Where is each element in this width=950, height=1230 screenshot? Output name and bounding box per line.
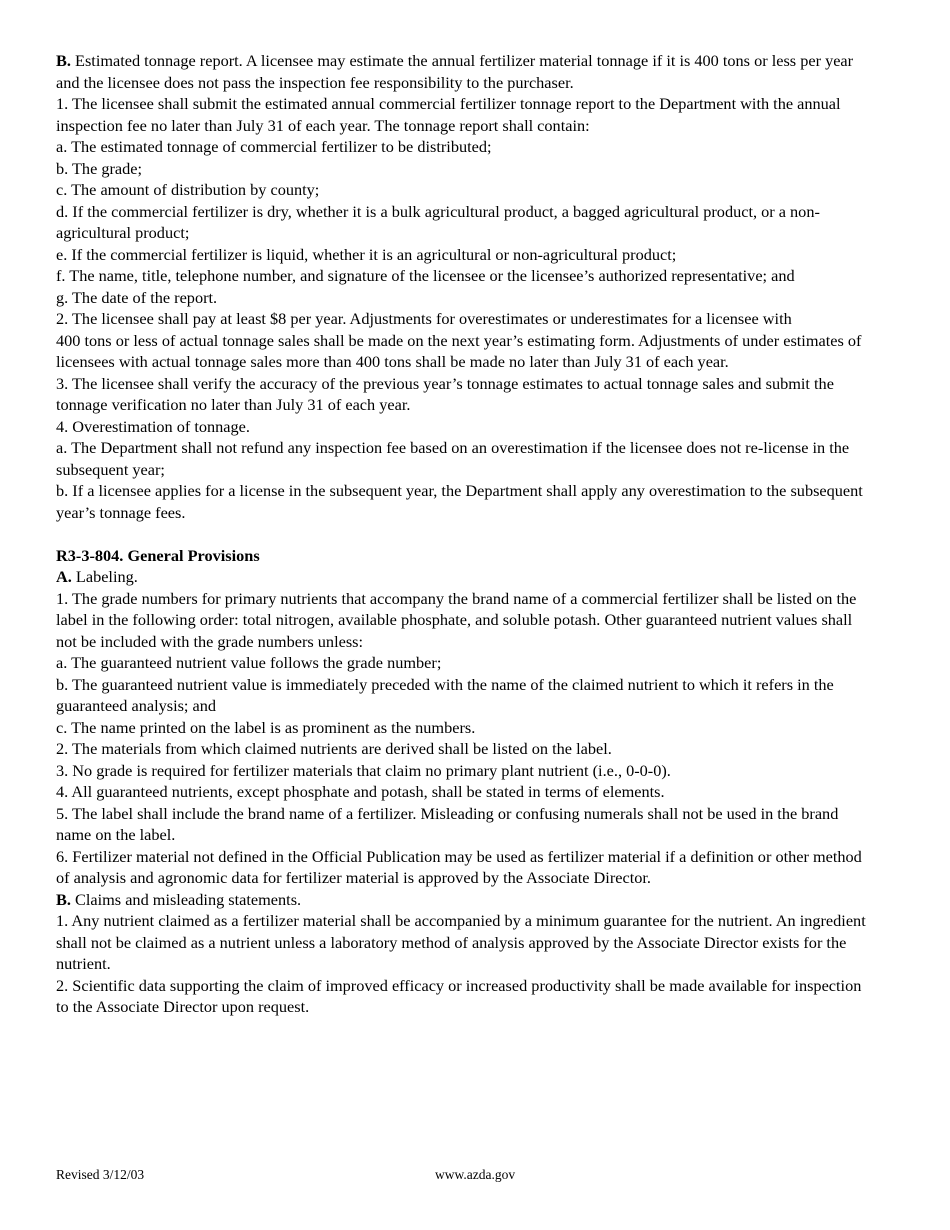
paragraph: b. The grade;	[56, 158, 143, 178]
paragraph: 400 tons or less of actual tonnage sales shall be made on the next year’s estimating form. Adjustments of under estimates of licensees with actual tonnage sales more than 400 tons shall be made no later than July 31 of each year.	[56, 330, 862, 371]
section-heading: R3-3-804. General Provisions	[56, 545, 260, 565]
paragraph: c. The amount of distribution by county;	[56, 180, 320, 199]
paragraph: 3. No grade is required for fertilizer materials that claim no primary plant nutrient (i.e., 0-0-0).	[56, 760, 671, 780]
paragraph: 5. The label shall include the brand name of a fertilizer. Misleading or confusing numerals shall not be used in the brand name on the label.	[56, 803, 839, 844]
subsection-b-label: B.	[56, 889, 71, 909]
paragraph: d. If the commercial fertilizer is dry, whether it is a bulk agricultural product, a bagged agricultural product, or a non-agricultural product;	[56, 201, 820, 242]
paragraph: f. The name, title, telephone number, and signature of the licensee or the licensee’s authorized representative; and	[56, 266, 795, 285]
paragraph: 1. The grade numbers for primary nutrients that accompany the brand name of a commercial fertilizer shall be listed on the label in the following order: total nitrogen, available phosphate, and soluble potash. Other guaranteed nutrient values shall not be included with the grade numbers unless:	[56, 588, 857, 651]
subsection-a-label: A.	[56, 567, 72, 586]
paragraph: 3. The licensee shall verify the accuracy of the previous year’s tonnage estimates to actual tonnage sales and submit the tonnage verification no later than July 31 of each year.	[56, 373, 834, 414]
paragraph: a. The estimated tonnage of commercial fertilizer to be distributed;	[56, 137, 492, 156]
paragraph: 4. All guaranteed nutrients, except phosphate and potash, shall be stated in terms of elements.	[56, 782, 665, 801]
paragraph: 1. Any nutrient claimed as a fertilizer material shall be accompanied by a minimum guarantee for the nutrient. An ingredient shall not be claimed as a nutrient unless a laboratory method of analysis approved by the Associate Director exists for the nutrient.	[56, 911, 866, 973]
website-link[interactable]: www.azda.gov	[435, 1167, 516, 1182]
subsection-a-title: A. Labeling.	[56, 567, 138, 586]
paragraph: 2. Scientific data supporting the claim of improved efficacy or increased productivity shall be made available for inspection to the Associate Director upon request.	[56, 975, 862, 1016]
paragraph: 2. The materials from which claimed nutrients are derived shall be listed on the label.	[56, 739, 612, 758]
paragraph: e. If the commercial fertilizer is liquid, whether it is an agricultural or non-agricultural product;	[56, 244, 677, 264]
section-spacer	[56, 523, 874, 545]
section-b-title: B. Estimated tonnage report. A licensee may estimate the annual fertilizer material tonnage if it is 400 tons or less per year and the licensee does not pass the inspection fee responsibility to the purchaser.	[56, 51, 854, 92]
paragraph: b. The guaranteed nutrient value is immediately preceded with the name of the claimed nutrient to which it refers in the guaranteed analysis; and	[56, 674, 834, 715]
paragraph: 2. The licensee shall pay at least $8 per year. Adjustments for overestimates or underestimates for a licensee with	[56, 309, 792, 328]
revision-date: Revised 3/12/03	[56, 1167, 145, 1182]
paragraph: 1. The licensee shall submit the estimated annual commercial fertilizer tonnage report to the Department with the annual inspection fee no later than July 31 of each year. The tonnage report shall contain:	[56, 94, 841, 135]
paragraph: a. The guaranteed nutrient value follows the grade number;	[56, 653, 442, 672]
subsection-b-title: B. Claims and misleading statements.	[56, 889, 302, 909]
document-body	[56, 50, 874, 1018]
paragraph: b. If a licensee applies for a license in the subsequent year, the Department shall apply any overestimation to the subsequent year’s tonnage fees.	[56, 481, 863, 522]
paragraph: a. The Department shall not refund any inspection fee based on an overestimation if the licensee does not re-license in the subsequent year;	[56, 438, 850, 479]
section-b-label: B.	[56, 51, 71, 70]
paragraph: c. The name printed on the label is as prominent as the numbers.	[56, 717, 476, 737]
paragraph: 6. Fertilizer material not defined in the Official Publication may be used as fertilizer material if a definition or other method of analysis and agronomic data for fertilizer material is approved by the Associate Director.	[56, 846, 862, 887]
paragraph: 4. Overestimation of tonnage.	[56, 416, 250, 436]
paragraph: g. The date of the report.	[56, 287, 218, 307]
